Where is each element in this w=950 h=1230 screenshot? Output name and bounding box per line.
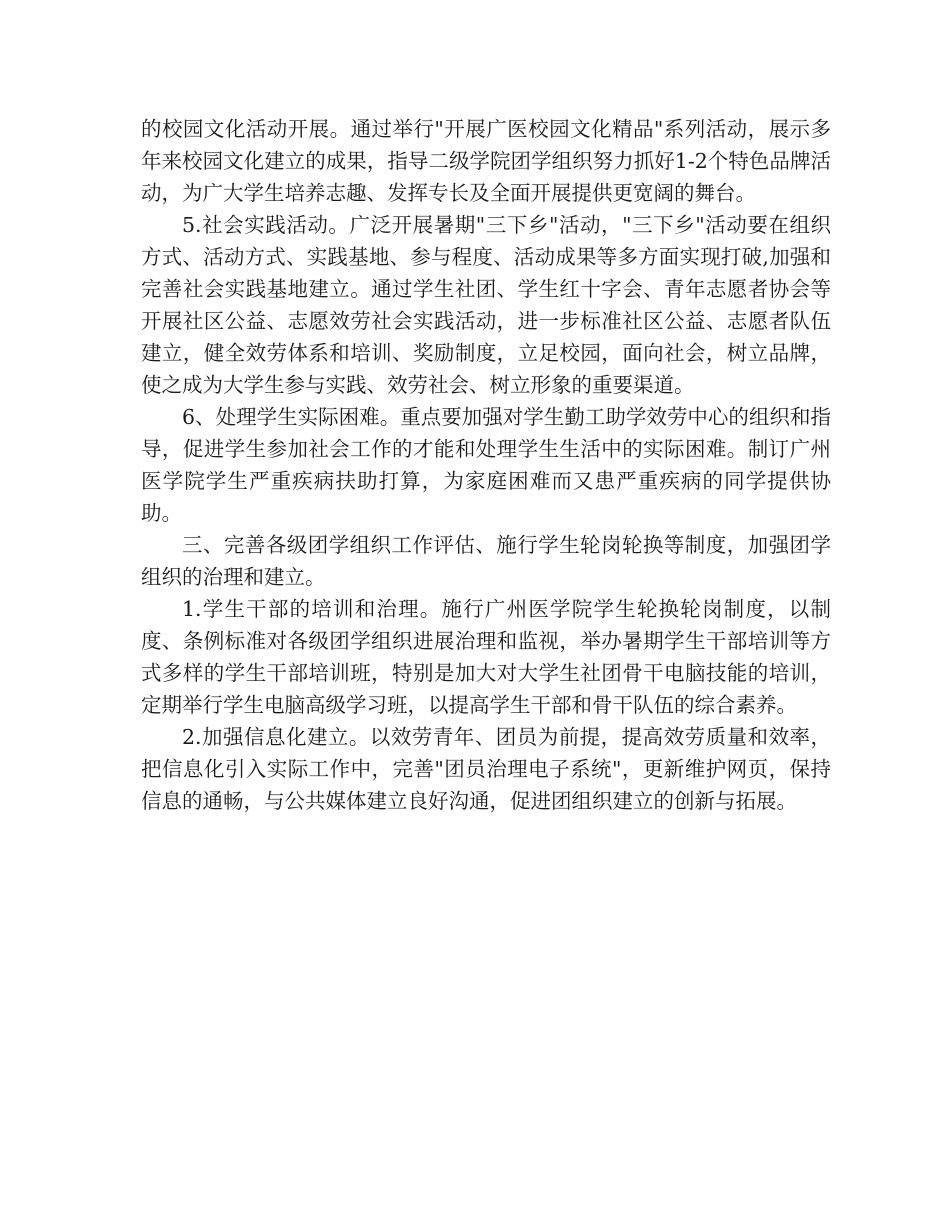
paragraph-section-three-heading: 三、完善各级团学组织工作评估、施行学生轮岗轮换等制度，加强团学组织的治理和建立。 bbox=[141, 533, 831, 589]
document-body bbox=[141, 113, 831, 817]
paragraph-cadre-training: 1.学生干部的培训和治理。施行广州医学院学生轮换轮岗制度，以制度、条例标准对各级团学组织进展治理和监视，举办暑期学生干部培训等方式多样的学生干部培训班，特别是加大对大学生社团骨干电脑技能的培训，定期举行学生电脑高级学习班，以提高学生干部和骨干队伍的综合素养。 bbox=[141, 597, 831, 717]
paragraph-continuation: 的校园文化活动开展。通过举行"开展广医校园文化精品"系列活动，展示多年来校园文化建立的成果，指导二级学院团学组织努力抓好1-2个特色品牌活动，为广大学生培养志趣、发挥专长及全面开展提供更宽阔的舞台。 bbox=[141, 117, 831, 205]
paragraph-student-difficulties: 6、处理学生实际困难。重点要加强对学生勤工助学效劳中心的组织和指导，促进学生参加社会工作的才能和处理学生生活中的实际困难。制订广州医学院学生严重疾病扶助打算，为家庭困难而又患严重疾病的同学提供协助。 bbox=[141, 405, 831, 525]
paragraph-informatization: 2.加强信息化建立。以效劳青年、团员为前提，提高效劳质量和效率，把信息化引入实际工作中，完善"团员治理电子系统"，更新维护网页，保持信息的通畅，与公共媒体建立良好沟通，促进团组织建立的创新与拓展。 bbox=[141, 725, 831, 813]
paragraph-social-practice: 5.社会实践活动。广泛开展暑期"三下乡"活动，"三下乡"活动要在组织方式、活动方式、实践基地、参与程度、活动成果等多方面实现打破,加强和完善社会实践基地建立。通过学生社团、学生红十字会、青年志愿者协会等开展社区公益、志愿效劳社会实践活动，进一步标准社区公益、志愿者队伍建立，健全效劳体系和培训、奖励制度，立足校园，面向社会，树立品牌，使之成为大学生参与实践、效劳社会、树立形象的重要渠道。 bbox=[141, 213, 831, 397]
